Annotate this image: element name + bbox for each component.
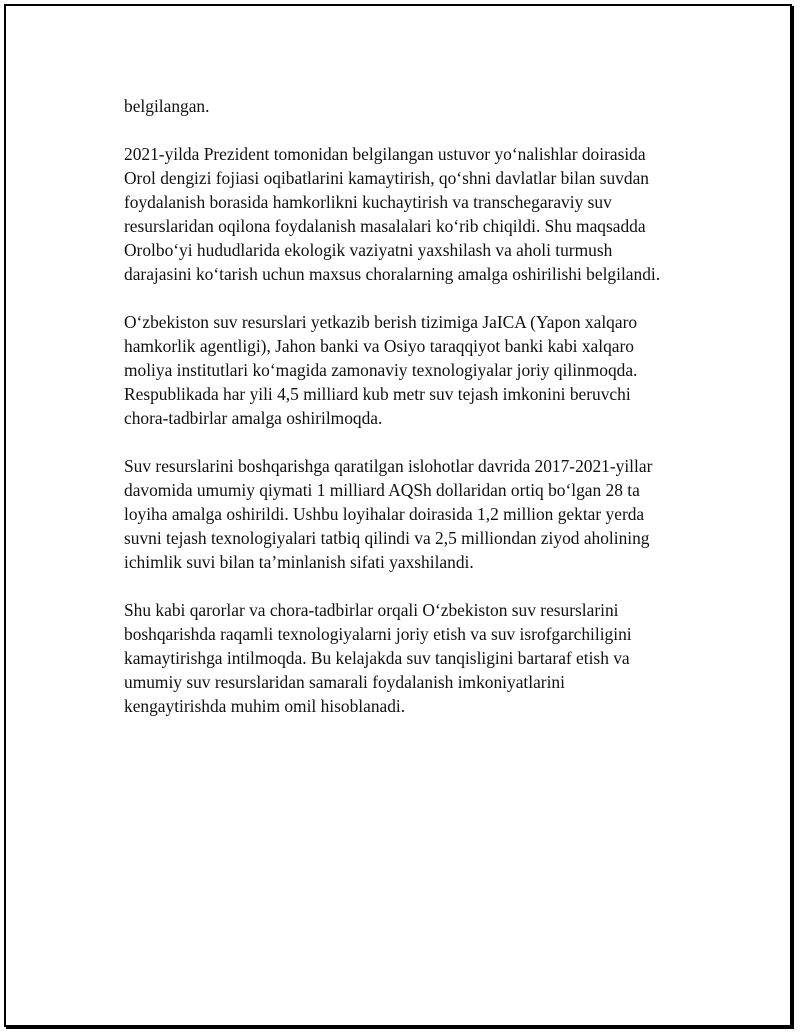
- paragraph-2: [124, 142, 714, 286]
- text-line: boshqarishda raqamli texnologiyalarni joriy etish va suv isrofgarchiligini: [124, 624, 632, 644]
- text-line: hamkorlik agentligi), Jahon banki va Osiyo taraqqiyot banki kabi xalqaro: [124, 336, 635, 356]
- text-line: Orol dengizi fojiasi oqibatlarini kamaytirish, qoʻshni davlatlar bilan suvdan: [124, 168, 649, 188]
- text-line: foydalanish borasida hamkorlikni kuchaytirish va transchegaraviy suv: [124, 192, 612, 212]
- text-line: Respublikada har yili 4,5 milliard kub metr suv tejash imkonini beruvchi: [124, 384, 631, 404]
- text-line: moliya institutlari koʻmagida zamonaviy texnologiyalar joriy qilinmoqda.: [124, 360, 638, 380]
- paragraph-3: [124, 310, 714, 430]
- text-line: kengaytirishda muhim omil hisoblanadi.: [124, 696, 406, 716]
- text-line: loyiha amalga oshirildi. Ushbu loyihalar doirasida 1,2 million gektar yerda: [124, 504, 645, 524]
- text-line: davomida umumiy qiymati 1 milliard AQSh dollaridan ortiq boʻlgan 28 ta: [124, 480, 640, 500]
- text-line: Suv resurslarini boshqarishga qaratilgan islohotlar davrida 2017-2021-yillar: [124, 456, 653, 476]
- text-line: ichimlik suvi bilan taʼminlanish sifati yaxshilandi.: [124, 552, 474, 572]
- text-line: belgilangan.: [124, 96, 210, 116]
- text-line: darajasini koʻtarish uchun maxsus choralarning amalga oshirilishi belgilandi.: [124, 264, 661, 284]
- text-line: Orolboʻyi hududlarida ekologik vaziyatni yaxshilash va aholi turmush: [124, 240, 613, 260]
- paragraph-1: [124, 94, 714, 118]
- text-line: suvni tejash texnologiyalari tatbiq qilindi va 2,5 milliondan ziyod aholining: [124, 528, 650, 548]
- text-line: Shu kabi qarorlar va chora-tadbirlar orqali Oʻzbekiston suv resurslarini: [124, 600, 619, 620]
- text-line: kamaytirishga intilmoqda. Bu kelajakda suv tanqisligini bartaraf etish va: [124, 648, 630, 668]
- text-line: umumiy suv resurslaridan samarali foydalanish imkoniyatlarini: [124, 672, 565, 692]
- document-page: [4, 4, 792, 1027]
- text-line: 2021-yilda Prezident tomonidan belgilangan ustuvor yoʻnalishlar doirasida: [124, 144, 646, 164]
- text-line: resurslaridan oqilona foydalanish masalalari koʻrib chiqildi. Shu maqsadda: [124, 216, 646, 236]
- paragraph-5: [124, 598, 714, 718]
- paragraph-4: [124, 454, 714, 574]
- text-line: chora-tadbirlar amalga oshirilmoqda.: [124, 408, 383, 428]
- text-line: Oʻzbekiston suv resurslari yetkazib berish tizimiga JaICA (Yapon xalqaro: [124, 312, 638, 332]
- document-body: [124, 94, 714, 742]
